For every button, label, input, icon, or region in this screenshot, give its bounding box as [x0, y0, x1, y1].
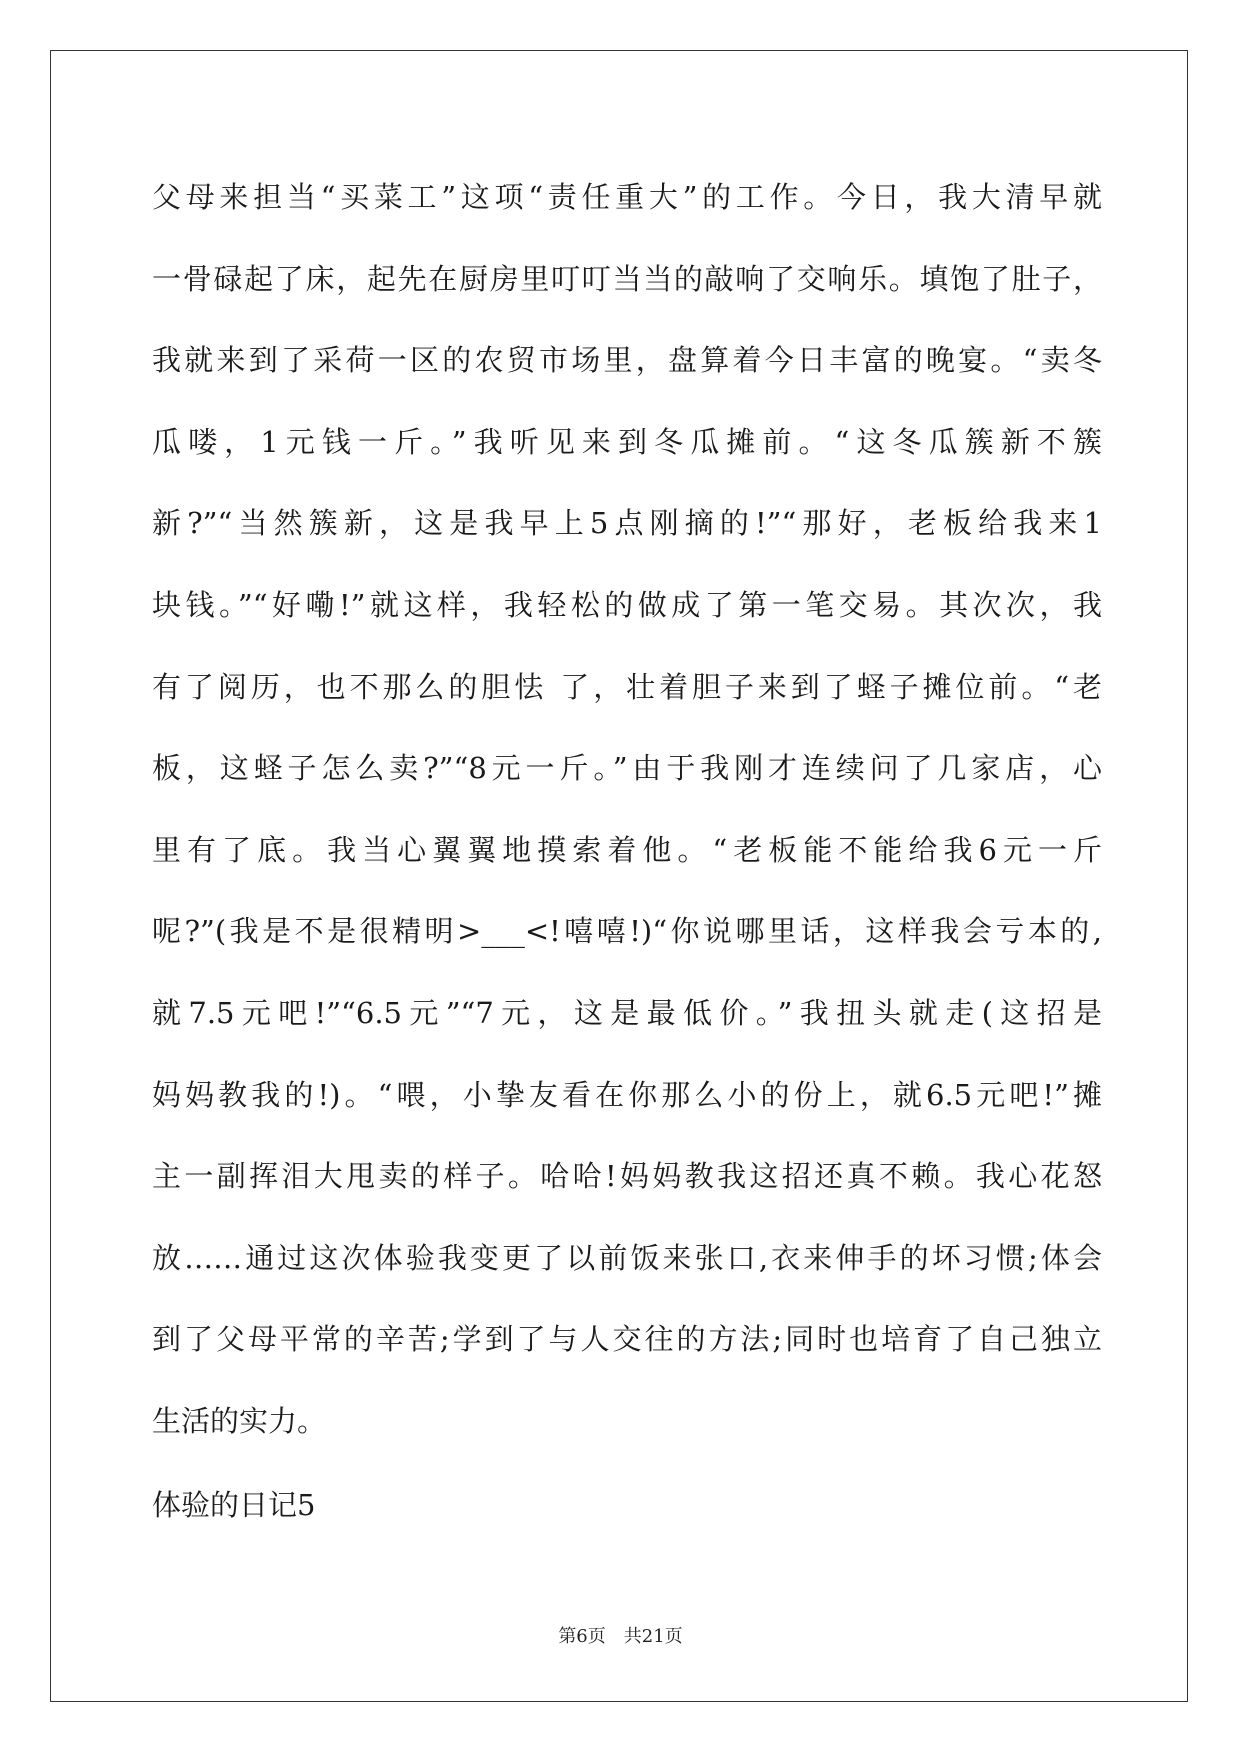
text-line: 新?”“当然簇新，这是我早上5点刚摘的!”“那好，老板给我来1: [152, 506, 1102, 541]
text-line: 妈妈教我的!)。“喂，小挚友看在你那么小的份上，就6.5元吧!”摊: [152, 1077, 1102, 1112]
text-line: 到了父母平常的辛苦;学到了与人交往的方法;同时也培育了自己独立: [152, 1322, 1102, 1357]
document-body: [152, 167, 1102, 1473]
text-line: 主一副挥泪大甩卖的样子。哈哈!妈妈教我这招还真不赖。我心花怒: [152, 1159, 1102, 1194]
text-line: 就7.5元吧!”“6.5元”“7元，这是最低价。”我扭头就走(这招是: [152, 995, 1102, 1030]
text-line: 我就来到了采荷一区的农贸市场里，盘算着今日丰富的晚宴。“卖冬: [152, 343, 1102, 378]
page-number-footer: 第6页 共21页: [558, 1626, 683, 1647]
text-line: 里有了底。我当心翼翼地摸索着他。“老板能不能给我6元一斤: [152, 832, 1102, 867]
text-line: 一骨碌起了床，起先在厨房里叮叮当当的敲响了交响乐。填饱了肚子，: [152, 261, 1102, 296]
text-line: 块钱。”“好嘞!”就这样，我轻松的做成了第一笔交易。其次次，我: [152, 587, 1102, 622]
text-line: 生活的实力。: [152, 1403, 327, 1438]
text-line: 父母来担当“买菜工”这项“责任重大”的工作。今日，我大清早就: [152, 180, 1102, 214]
text-line: 呢?”(我是不是很精明>___<!嘻嘻!)“你说哪里话，这样我会亏本的,: [152, 914, 1102, 949]
text-line: 有了阅历，也不那么的胆怯 了，壮着胆子来到了蛏子摊位前。“老: [152, 669, 1102, 704]
text-line: 板，这蛏子怎么卖?”“8元一斤。”由于我刚才连续问了几家店，心: [152, 751, 1102, 786]
section-heading: 体验的日记5: [152, 1488, 316, 1522]
text-line: 放……通过这次体验我变更了以前饭来张口,衣来伸手的坏习惯;体会: [152, 1240, 1102, 1275]
text-line: 瓜喽，1元钱一斤。”我听见来到冬瓜摊前。“这冬瓜簇新不簇: [152, 424, 1102, 459]
